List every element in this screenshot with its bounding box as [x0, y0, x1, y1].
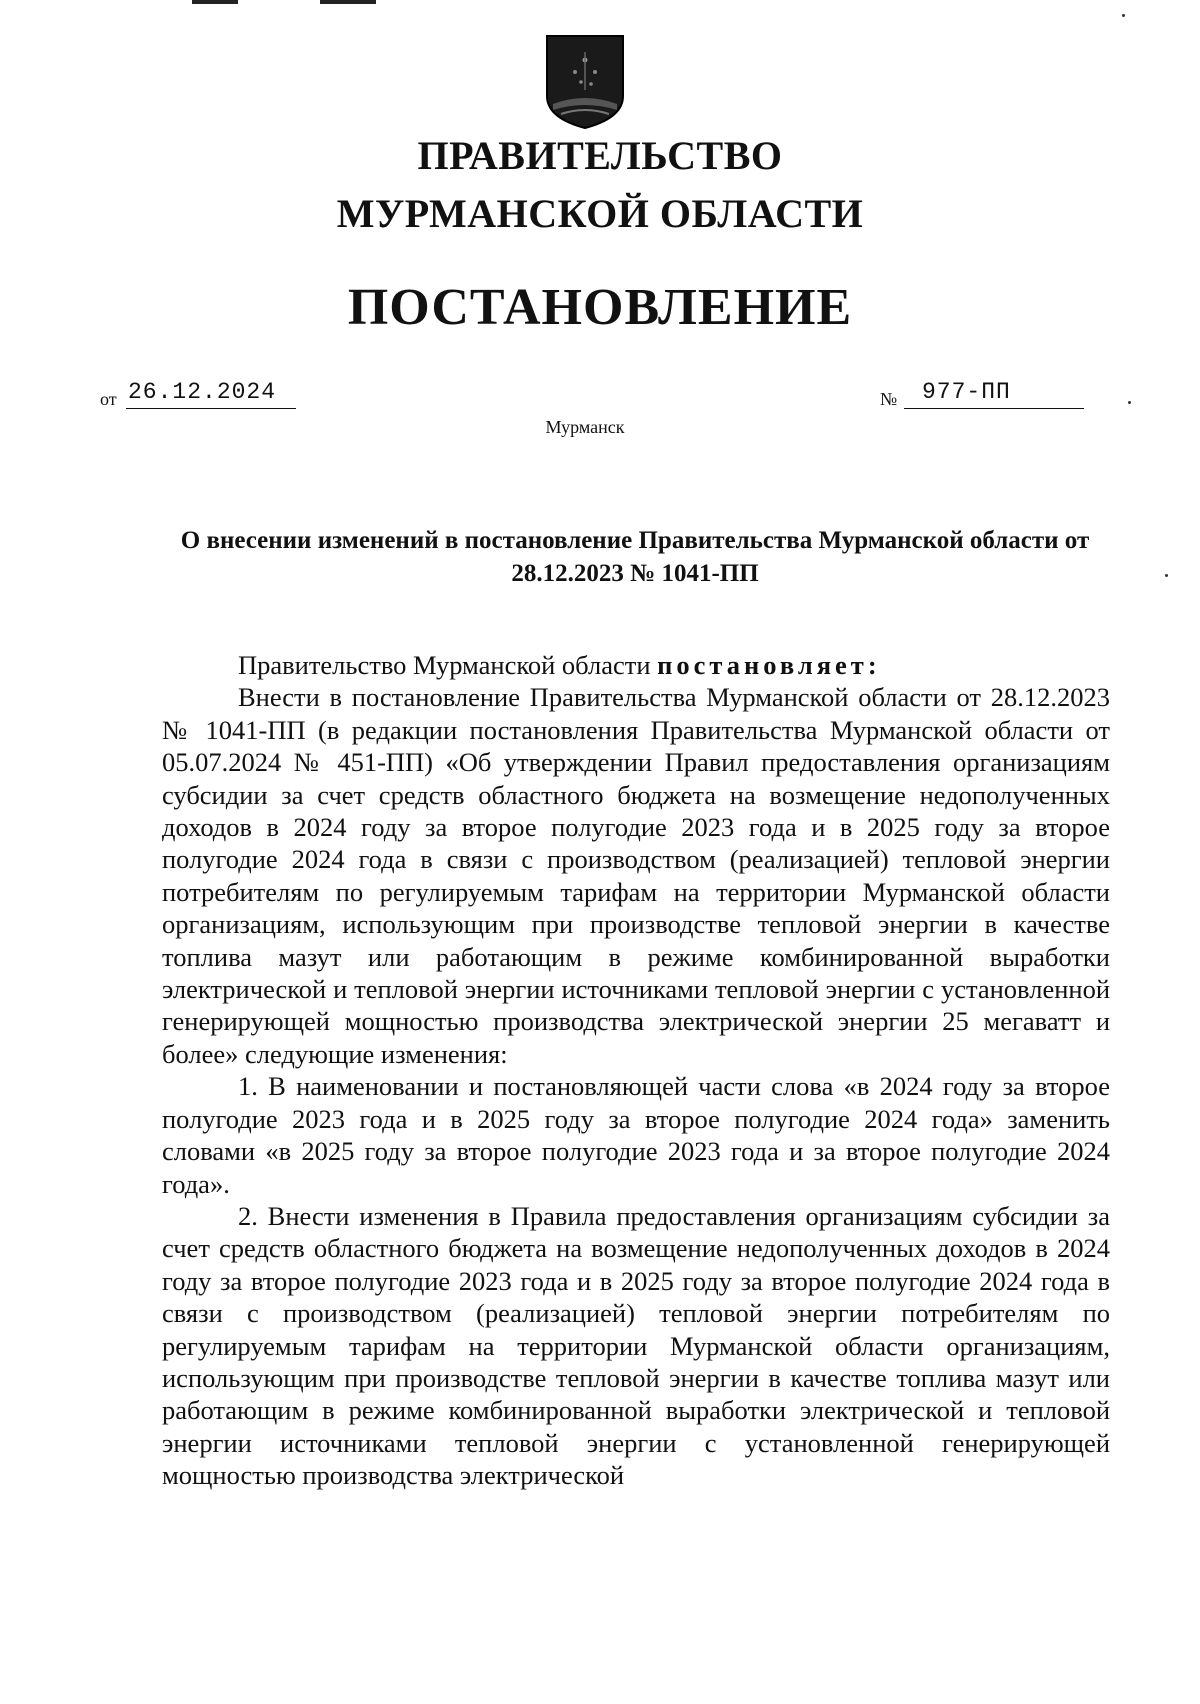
enacting-clause-prefix: Правительство Мурманской области — [238, 650, 658, 680]
document-type: ПОСТАНОВЛЕНИЕ — [347, 279, 853, 336]
scan-artifact — [192, 0, 238, 4]
document-subject: О внесении изменений в постановление Правительства Мурманской области от 28.12.2023 № 1041-ПП — [180, 527, 1090, 587]
coat-of-arms-icon — [545, 34, 625, 130]
document-body — [162, 649, 1110, 1492]
paragraph-item-1: 1. В наименовании и постановляющей части слова «в 2024 году за второе полугодие 2023 года и в 2025 году за второе полугодие 2024 года» заменить словами «в 2025 году за второе полугодие 2023 года и за второе полугодие 2024 года». — [162, 1071, 1110, 1199]
scan-speck — [1128, 401, 1131, 404]
scan-speck — [1122, 14, 1125, 17]
scan-artifact — [320, 0, 376, 4]
paragraph-item-2: 2. Внести изменения в Правила предоставления организациям субсидии за счет средств областного бюджета на возмещение недополученных доходов в 2024 году за второе полугодие 2023 года и в 2025 году за второе полугодие 2024 года в связи с производством (реализацией) тепловой энергии потребителям по регулируемым тарифам на территории Мурманской области организациям, использующим при производстве тепловой энергии в качестве топлива мазут или работающим в режиме комбинированной выработки электрической и тепловой энергии источниками тепловой энергии с установленной генерирующей мощностью производства электрической — [162, 1200, 1110, 1491]
document-number: 977-ПП — [922, 379, 1011, 405]
paragraph-main: Внести в постановление Правительства Мурманской области от 28.12.2023 № 1041-ПП (в редакции постановления Правительства Мурманской области от 05.07.2024 № 451-ПП) «Об утверждении Правил предоставления организациям субсидии за счет средств областного бюджета на возмещение недополученных доходов в 2024 году за второе полугодие 2023 года и в 2025 году за второе полугодие 2024 года в связи с производством (реализацией) тепловой энергии потребителям по регулируемым тарифам на территории Мурманской области организациям, использующим при производстве тепловой энергии в качестве топлива мазут или работающим в режиме комбинированной выработки электрической и тепловой энергии источниками тепловой энергии с установленной генерирующей мощностью производства электрической энергии 25 мегаватт и более» следующие изменения: — [162, 682, 1110, 1069]
date-underline — [126, 408, 296, 409]
enacting-clause — [162, 649, 1110, 681]
government-name-line1: ПРАВИТЕЛЬСТВО — [417, 133, 783, 178]
number-label: № — [880, 389, 898, 409]
scan-speck — [1165, 574, 1168, 577]
government-name-line2: МУРМАНСКОЙ ОБЛАСТИ — [336, 191, 864, 236]
document-date: 26.12.2024 — [128, 379, 277, 405]
city-name: Мурманск — [545, 417, 625, 437]
date-label: от — [100, 389, 117, 409]
enacting-clause-action: постановляет: — [657, 650, 881, 680]
number-underline — [904, 408, 1084, 409]
